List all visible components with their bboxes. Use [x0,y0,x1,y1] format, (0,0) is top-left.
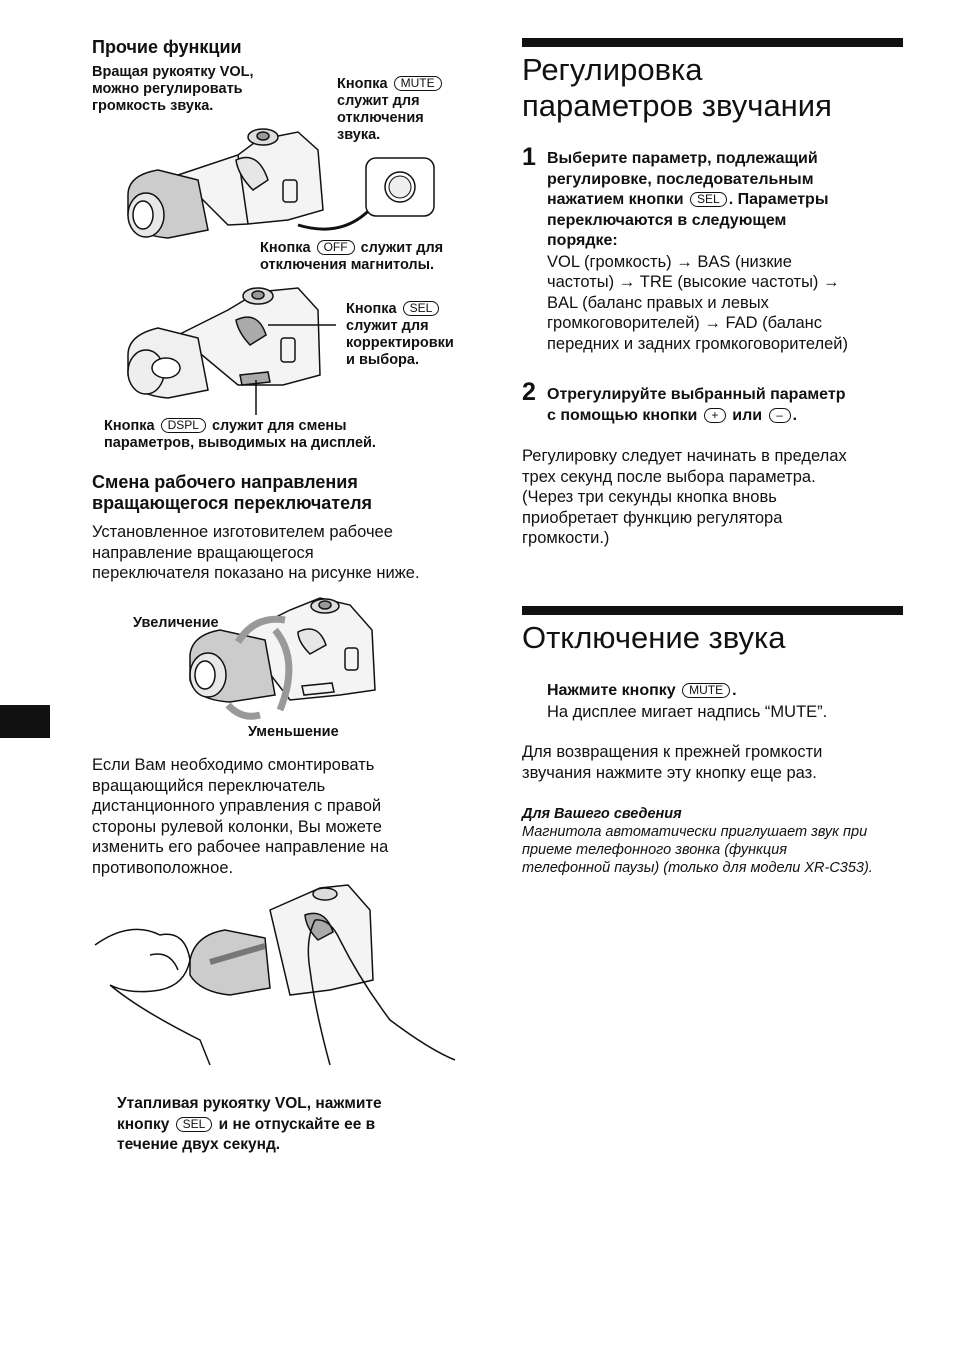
section-title-direction: Смена рабочего направления вращающегося переключателя [92,472,373,513]
hold-instruction: Утапливая рукоятку VOL, нажмите кнопку SEL и не отпускайте ее в течение двух секунд. [117,1095,382,1153]
mute-instruction: Нажмите кнопку MUTE . На дисплее мигает надпись “MUTE”. [547,682,828,721]
sel-caption: Кнопка SEL служит для корректировки и выбора. [346,301,454,368]
decrease-label: Уменьшение [248,724,339,740]
direction-body: Установленное изготовителем рабочее направление вращающегося переключателя показано на рисунке ниже. [92,523,420,582]
section-title-sound-params: Регулировка параметров звучания [522,52,832,123]
info-text: Магнитола автоматически приглушает звук при приеме телефонного звонка (функция телефонной паузы) (только для модели XR-C353). [522,824,873,876]
step-1: Выберите параметр, подлежащий регулировке, последовательным нажатием кнопки SEL . Параметры переключаются в следующем порядке: VOL (громкость) → BAS (низкие частоты) → TRE (высокие частоты) → BAL (баланс правых и левых громкоговорителей) → FAD (баланс передних и задних громкоговорителей) [547,150,849,353]
dspl-key-label: DSPL [161,418,206,433]
sel-key-label: SEL [403,301,440,316]
remote-illustration-sel [118,280,348,420]
vol-caption: Вращая рукоятку VOL, можно регулировать громкость звука. [92,64,254,114]
page-tab-marker [0,705,50,738]
sel-key-label: SEL [176,1117,213,1132]
sel-key-label: SEL [690,192,727,207]
dspl-caption: Кнопка DSPL служит для смены параметров, выводимых на дисплей. [104,418,376,451]
section-title-mute: Отключение звука [522,620,786,655]
param-sequence: VOL (громкость) → BAS (низкие частоты) → TRE (высокие частоты) → BAL (баланс правых и левых громкоговорителей) → FAD (баланс передних и задних громкоговорителей) [547,252,849,353]
info-title: Для Вашего сведения [522,806,682,822]
remote-illustration-direction [180,590,380,740]
step-2: Отрегулируйте выбранный параметр с помощью кнопки + или – . [547,386,846,424]
adjust-note: Регулировку следует начинать в пределах трех секунд после выбора параметра. (Через три секунды кнопка вновь приобретает функцию регулятора громкости.) [522,447,847,547]
mute-restore: Для возвращения к прежней громкости звучания нажмите эту кнопку еще раз. [522,743,823,782]
step-number-1: 1 [522,143,536,171]
remote-illustration-mute [118,120,448,250]
increase-label: Увеличение [133,615,219,631]
plus-key-label: + [704,408,726,423]
minus-key-label: – [769,408,791,423]
section-title-other-functions: Прочие функции [92,37,242,57]
off-key-label: OFF [317,240,355,255]
off-caption: Кнопка OFF служит для отключения магнитолы. [260,240,444,273]
hand-remote-illustration [90,880,460,1070]
section-rule [522,606,903,615]
mute-key-label: MUTE [394,76,442,91]
mute-caption: Кнопка MUTE служит для отключения звука. [337,76,444,144]
mute-key-label: MUTE [682,683,730,698]
step-number-2: 2 [522,378,536,406]
section-rule [522,38,903,47]
direction-body2: Если Вам необходимо смонтировать вращающийся переключатель дистанционного управления с правой стороны рулевой колонки, Вы можете изменить его рабочее направление на противоположное. [92,756,389,877]
